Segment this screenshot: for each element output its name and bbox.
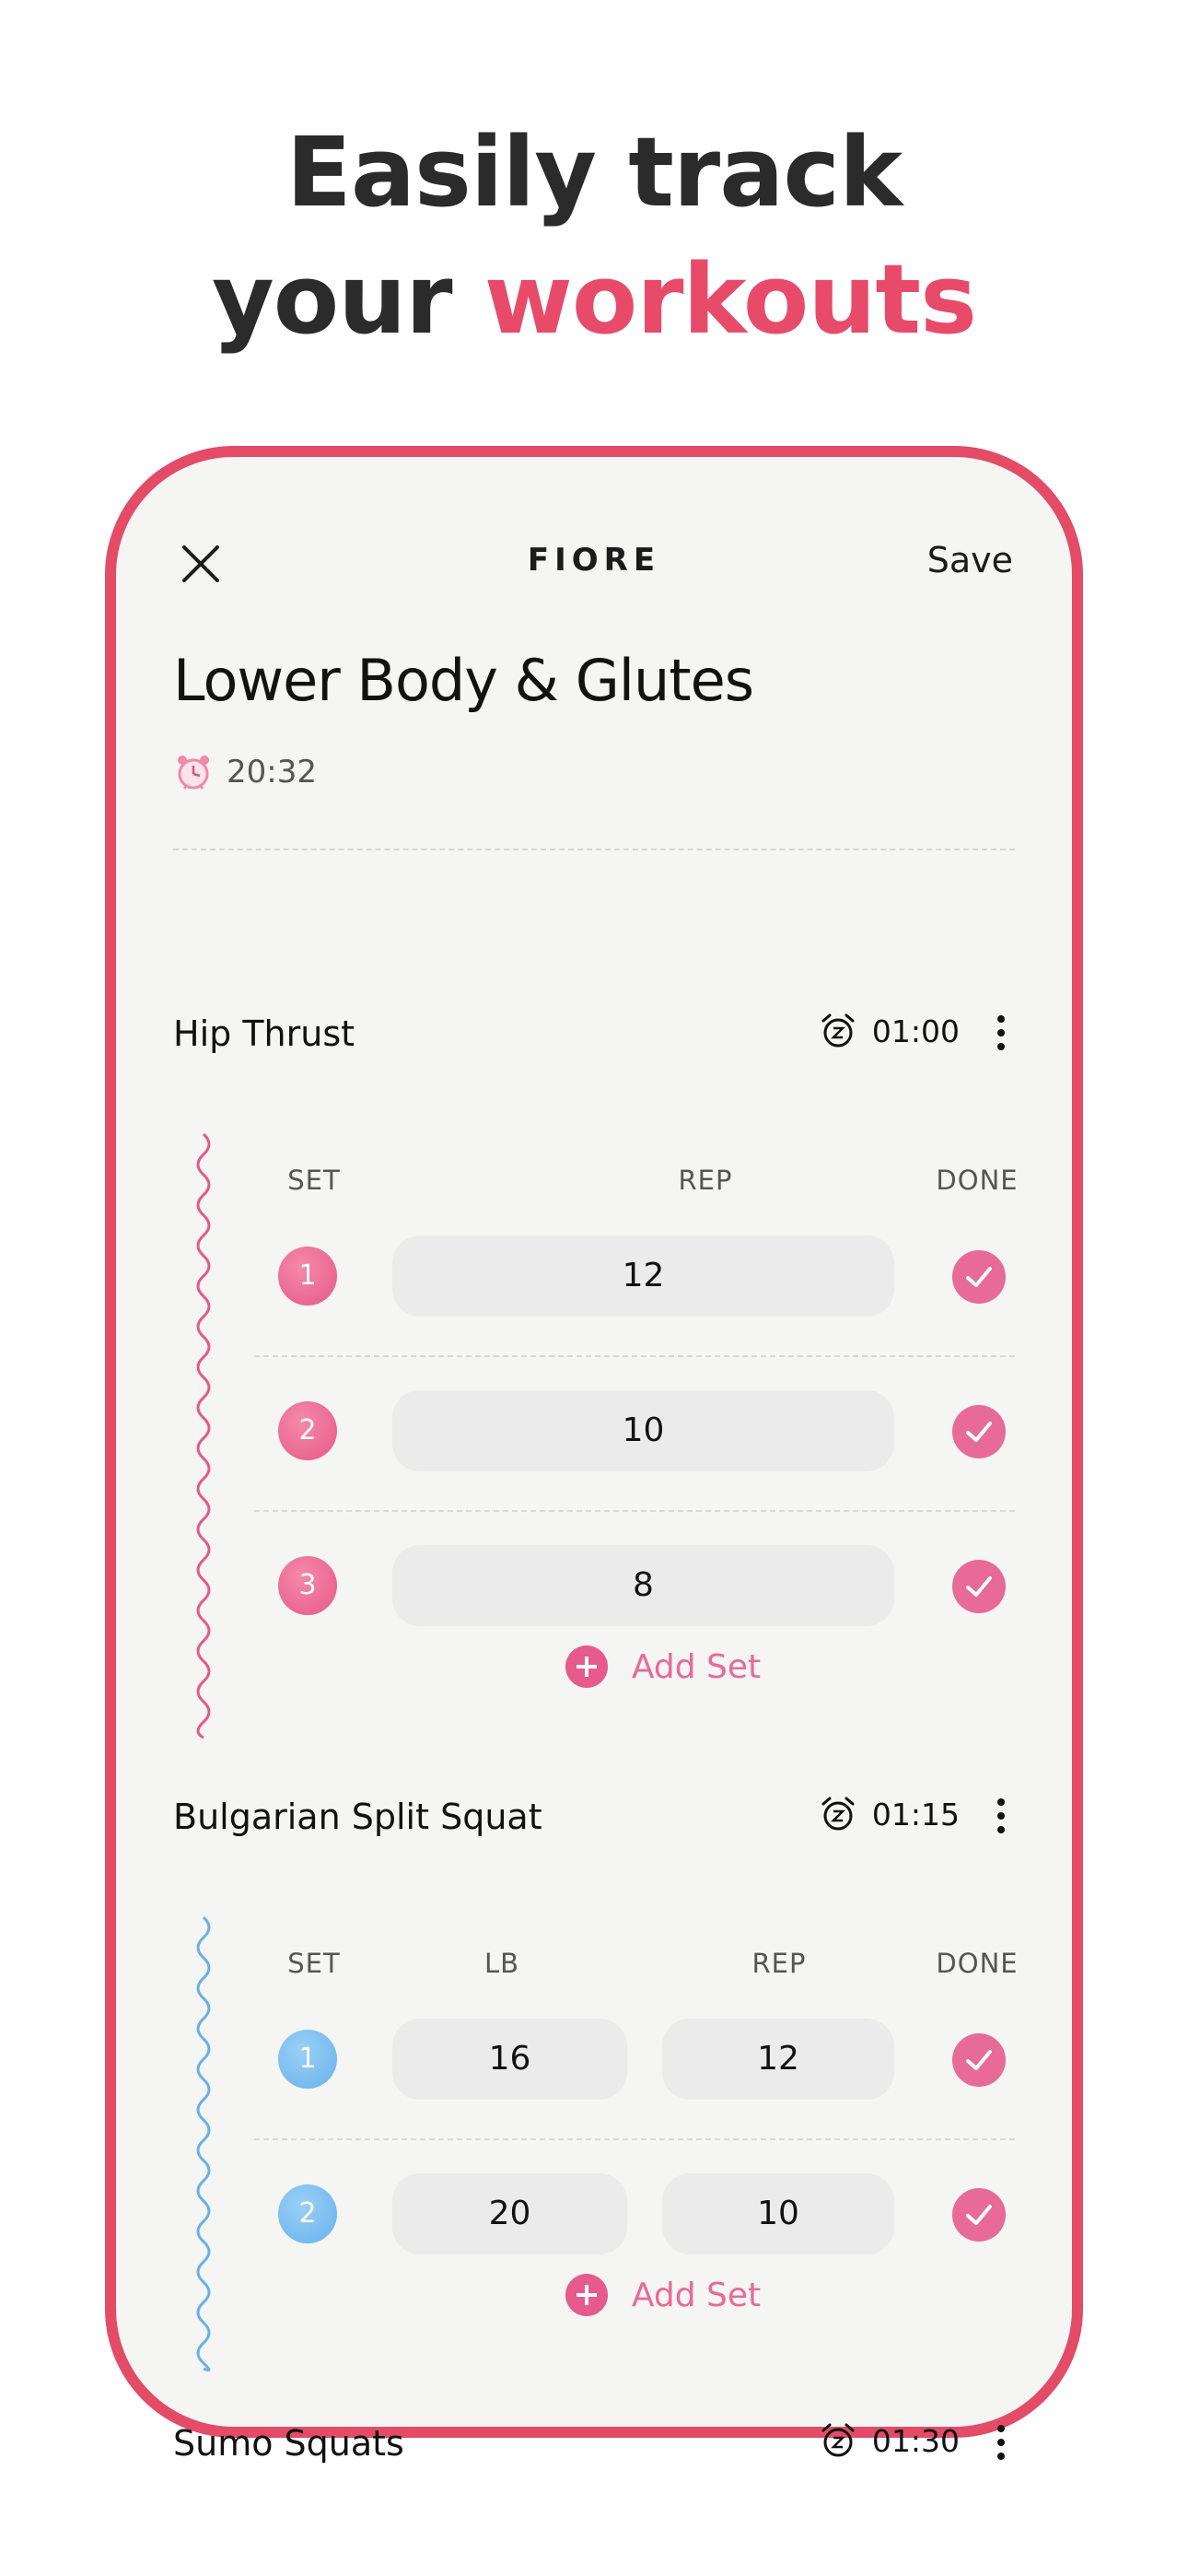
workout-title[interactable]: Lower Body & Glutes [173, 647, 754, 714]
col-head-done: DONE [936, 1948, 1019, 1979]
set-number[interactable]: 1 [278, 2030, 337, 2089]
app-title: FIORE [527, 542, 661, 579]
headline-line2 [0, 236, 1188, 363]
rest-timer[interactable] [819, 1012, 960, 1050]
set-number[interactable]: 3 [278, 1556, 337, 1615]
phone-frame [105, 446, 1083, 2464]
done-checkbox[interactable] [952, 1250, 1006, 1304]
elapsed-timer [173, 752, 317, 792]
rest-time: 01:30 [871, 2422, 960, 2459]
col-head-done: DONE [936, 1165, 1019, 1196]
more-options-icon[interactable] [987, 1793, 1015, 1839]
more-options-icon[interactable] [987, 1010, 1015, 1056]
col-head-set: SET [287, 1165, 341, 1196]
done-checkbox[interactable] [952, 1405, 1006, 1458]
exercise-header [173, 1793, 1015, 1848]
rep-input[interactable]: 10 [662, 2173, 894, 2254]
elapsed-time: 20:32 [227, 754, 317, 790]
check-icon [963, 1572, 995, 1601]
exercise-name[interactable]: Sumo Squats [173, 2423, 404, 2464]
headline-line2-prefix: your [211, 243, 484, 356]
save-button[interactable]: Save [926, 540, 1013, 580]
headline-line1: Easily track [285, 116, 903, 228]
rest-time: 01:00 [871, 1013, 960, 1049]
check-icon [963, 2200, 995, 2230]
set-number[interactable]: 1 [278, 1247, 337, 1306]
rep-input[interactable]: 12 [392, 1235, 894, 1317]
rest-timer-icon [819, 2421, 857, 2460]
set-number[interactable]: 2 [278, 2184, 337, 2243]
col-head-set: SET [287, 1948, 341, 1979]
set-row [254, 2173, 1015, 2254]
weight-input[interactable]: 20 [392, 2173, 627, 2254]
rest-timer[interactable] [819, 1795, 960, 1833]
done-checkbox[interactable] [952, 2033, 1006, 2087]
add-set-button[interactable] [254, 1645, 1072, 1688]
done-checkbox[interactable] [952, 1560, 1006, 1613]
row-divider [254, 1355, 1015, 1357]
exercise-header [173, 2419, 1015, 2475]
rest-timer[interactable] [819, 2421, 960, 2460]
set-row [254, 2019, 1015, 2100]
done-checkbox[interactable] [952, 2188, 1006, 2242]
check-icon [963, 1262, 995, 1292]
rep-input[interactable]: 12 [662, 2019, 894, 2100]
check-icon [963, 2045, 995, 2075]
row-divider [254, 1510, 1015, 1512]
set-number[interactable]: 2 [278, 1401, 337, 1460]
rest-time: 01:15 [871, 1796, 960, 1832]
divider [173, 849, 1015, 850]
set-row [254, 1235, 1015, 1317]
exercise-name[interactable]: Hip Thrust [173, 1013, 355, 1054]
row-divider [254, 2138, 1015, 2140]
check-icon [963, 1417, 995, 1446]
headline-accent: workouts [483, 243, 977, 356]
rest-timer-icon [819, 1012, 857, 1050]
plus-icon [565, 1645, 608, 1688]
rep-input[interactable]: 8 [392, 1545, 894, 1626]
headline [0, 109, 1188, 363]
set-row [254, 1390, 1015, 1471]
exercise-name[interactable]: Bulgarian Split Squat [173, 1797, 542, 1837]
set-row [254, 1545, 1015, 1626]
rep-input[interactable]: 10 [392, 1390, 894, 1471]
workout-screen [116, 457, 1072, 2464]
add-set-label: Add Set [631, 1647, 762, 1686]
more-options-icon[interactable] [987, 2419, 1015, 2465]
col-head-lb: LB [483, 1948, 520, 1979]
exercise-header [173, 1010, 1015, 1065]
exercise-accent-wave [190, 1917, 217, 2369]
col-head-rep: REP [678, 1165, 733, 1196]
plus-icon [565, 2274, 608, 2316]
add-set-button[interactable] [254, 2274, 1072, 2316]
rest-timer-icon [819, 1795, 857, 1833]
col-head-rep: REP [751, 1948, 807, 1979]
weight-input[interactable]: 16 [392, 2019, 627, 2100]
add-set-label: Add Set [631, 2276, 762, 2314]
exercise-accent-wave [190, 1134, 217, 1738]
alarm-clock-icon [173, 752, 214, 792]
